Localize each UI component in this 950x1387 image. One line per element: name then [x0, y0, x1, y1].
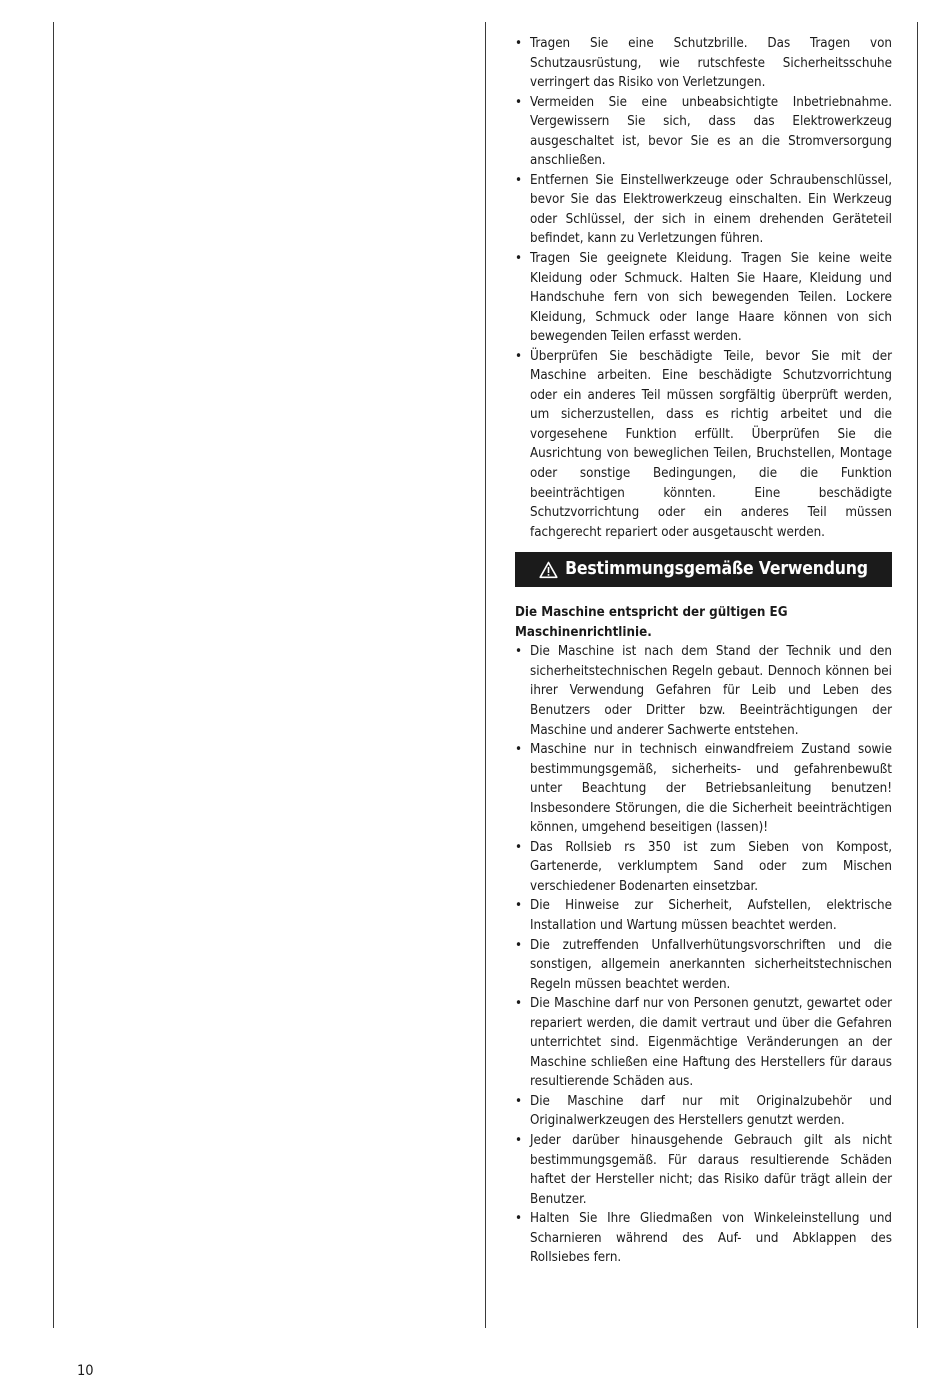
list-item: • Halten Sie Ihre Gliedmaßen von Winkeleinstellung und Scharnieren während des Auf- und Abklappen des Rollsiebes fern. — [515, 1209, 892, 1268]
list-item: • Vermeiden Sie eine unbeabsichtigte Inbetriebnahme. Vergewissern Sie sich, dass das Elektrowerkzeug ausgeschaltet ist, bevor Sie es an die Stromversorgung anschließen. — [515, 93, 892, 171]
list-item: • Die Maschine darf nur von Personen genutzt, gewartet oder repariert werden, die damit vertraut und über die Gefahren unterrichtet sind. Eigenmächtige Veränderungen an der Maschine schließen eine Haftung des Herstellers für daraus resultierende Schäden aus. — [515, 994, 892, 1092]
list-item: • Überprüfen Sie beschädigte Teile, bevor Sie mit der Maschine arbeiten. Eine beschädigte Schutzvorrichtung oder ein anderes Teil müssen sorgfältig überprüft werden, um sicherzustellen, dass es richtig arbeitet und die vorgesehene Funktion erfüllt. Überprüfen Sie die Ausrichtung von beweglichen Teilen, Bruchstellen, Montage oder sonstige Bedingungen, die die Funktion beeinträchtigen könnten. Eine beschädigte Schutzvorrichtung oder ein anderes Teil müssen fachgerecht repariert oder ausgetauscht werden. — [515, 347, 892, 542]
list-item: • Das Rollsieb rs 350 ist zum Sieben von Kompost, Gartenerde, verklumptem Sand oder zum Mischen verschiedener Bodenarten einsetzbar. — [515, 838, 892, 897]
list-item: • Jeder darüber hinausgehende Gebrauch gilt als nicht bestimmungsgemäß. Für daraus resultierende Schäden haftet der Hersteller nicht; das Risiko dafür trägt allein der Benutzer. — [515, 1131, 892, 1209]
list-item: • Entfernen Sie Einstellwerkzeuge oder Schraubenschlüssel, bevor Sie das Elektrowerkzeug einschalten. Ein Werkzeug oder Schlüssel, der sich in einem drehenden Geräteteil befindet, kann zu Verletzungen führen. — [515, 171, 892, 249]
list-item: • Die Hinweise zur Sicherheit, Aufstellen, elektrische Installation und Wartung müssen beachtet werden. — [515, 896, 892, 935]
list-item: • Die Maschine darf nur mit Originalzubehör und Originalwerkzeugen des Herstellers genutzt werden. — [515, 1092, 892, 1131]
section-heading: Bestimmungsgemäße Verwendung — [565, 558, 868, 579]
list-item: • Tragen Sie eine Schutzbrille. Das Tragen von Schutzausrüstung, wie rutschfeste Sicherheitsschuhe verringert das Risiko von Verletzungen. — [515, 34, 892, 93]
left-margin-rule — [53, 22, 54, 1328]
section-heading-bar — [515, 552, 892, 587]
safety-bullet-list — [515, 34, 892, 542]
list-item: • Tragen Sie geeignete Kleidung. Tragen Sie keine weite Kleidung oder Schmuck. Halten Sie Haare, Kleidung und Handschuhe fern von sich bewegenden Teilen. Lockere Kleidung, Schmuck oder lange Haare können von sich bewegenden Teilen erfasst werden. — [515, 249, 892, 347]
list-item: • Die zutreffenden Unfallverhütungsvorschriften und die sonstigen, allgemein anerkannten sicherheitstechnischen Regeln müssen beachtet werden. — [515, 936, 892, 995]
warning-triangle-icon — [539, 561, 558, 579]
usage-bullet-list — [515, 642, 892, 1268]
list-item: • Die Maschine ist nach dem Stand der Technik und den sicherheitstechnischen Regeln gebaut. Dennoch können bei ihrer Verwendung Gefahren für Leib und Leben des Benutzers oder Dritter bzw. Beeinträchtigungen der Maschine und anderer Sachwerte entstehen. — [515, 642, 892, 740]
right-margin-rule — [917, 22, 918, 1328]
list-item: • Maschine nur in technisch einwandfreiem Zustand sowie bestimmungsgemäß, sicherheits- und gefahrenbewußt unter Beachtung der Betriebsanleitung benutzen! Insbesondere Störungen, die die Sicherheit beeinträchtigen können, umgehend beseitigen (lassen)! — [515, 740, 892, 838]
column-divider-rule — [485, 22, 486, 1328]
lead-paragraph: Die Maschine entspricht der gültigen EG Maschinenrichtlinie. — [515, 605, 788, 640]
page-number: 10 — [77, 1363, 94, 1379]
right-text-column — [515, 34, 892, 1268]
